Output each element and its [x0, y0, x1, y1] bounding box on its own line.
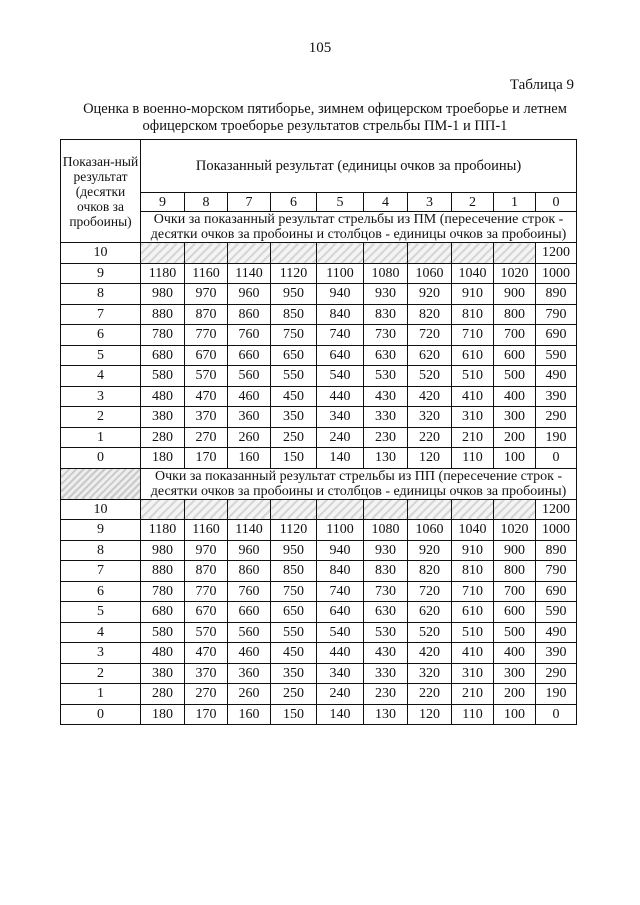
- score-cell: 270: [185, 684, 228, 705]
- score-cell: 380: [141, 663, 185, 684]
- score-cell: 1140: [228, 263, 271, 284]
- score-cell: 980: [141, 284, 185, 305]
- score-cell: 740: [317, 325, 364, 346]
- score-cell: 600: [494, 345, 536, 366]
- score-cell: 350: [271, 407, 317, 428]
- score-cell: 1160: [185, 520, 228, 541]
- tens-cell: 0: [61, 448, 141, 469]
- score-cell: 220: [408, 427, 452, 448]
- score-cell: 170: [185, 448, 228, 469]
- score-cell: 1180: [141, 520, 185, 541]
- header-digit-cell: 9: [141, 193, 185, 212]
- score-cell: 640: [317, 345, 364, 366]
- score-cell: 210: [452, 684, 494, 705]
- table-row: [61, 540, 577, 561]
- score-cell: 720: [408, 581, 452, 602]
- score-cell: 210: [452, 427, 494, 448]
- score-cell: 570: [185, 366, 228, 387]
- score-cell: 620: [408, 345, 452, 366]
- score-cell: 380: [141, 407, 185, 428]
- score-cell: 420: [408, 643, 452, 664]
- score-cell: 100: [494, 448, 536, 469]
- score-cell: 690: [536, 581, 577, 602]
- header-main: Показанный результат (единицы очков за пробоины): [141, 140, 577, 193]
- header-digit-cell: 8: [185, 193, 228, 212]
- score-cell: 770: [185, 325, 228, 346]
- tens-cell: 0: [61, 704, 141, 725]
- score-cell: 1040: [452, 520, 494, 541]
- score-cell: 110: [452, 704, 494, 725]
- score-cell: 850: [271, 561, 317, 582]
- score-cell: 140: [317, 448, 364, 469]
- hatched-cell: [228, 243, 271, 264]
- score-cell: 840: [317, 561, 364, 582]
- score-cell: 340: [317, 663, 364, 684]
- score-cell: 940: [317, 540, 364, 561]
- tens-cell: 6: [61, 581, 141, 602]
- score-cell: 1160: [185, 263, 228, 284]
- table-row: [61, 622, 577, 643]
- hatched-cell: [61, 468, 141, 499]
- table-row: [61, 663, 577, 684]
- score-cell: 280: [141, 684, 185, 705]
- score-cell: 250: [271, 427, 317, 448]
- score-cell: 700: [494, 581, 536, 602]
- hatched-cell: [141, 243, 185, 264]
- score-cell: 680: [141, 345, 185, 366]
- header-digit-cell: 6: [271, 193, 317, 212]
- score-cell: 630: [364, 602, 408, 623]
- score-cell: 580: [141, 622, 185, 643]
- score-cell: 950: [271, 540, 317, 561]
- score-cell: 970: [185, 540, 228, 561]
- score-cell: 1080: [364, 263, 408, 284]
- score-cell: 740: [317, 581, 364, 602]
- score-cell: 570: [185, 622, 228, 643]
- score-cell: 410: [452, 643, 494, 664]
- hatched-cell: [317, 499, 364, 520]
- score-cell: 500: [494, 366, 536, 387]
- score-cell: 890: [536, 284, 577, 305]
- score-cell: 1060: [408, 263, 452, 284]
- score-cell: 1060: [408, 520, 452, 541]
- score-cell: 530: [364, 366, 408, 387]
- score-cell: 1000: [536, 520, 577, 541]
- score-cell: 1100: [317, 520, 364, 541]
- score-cell: 810: [452, 561, 494, 582]
- table-row: [61, 561, 577, 582]
- score-cell: 0: [536, 704, 577, 725]
- score-cell: 730: [364, 581, 408, 602]
- hatched-cell: [364, 243, 408, 264]
- score-cell: 1120: [271, 520, 317, 541]
- table-row: [61, 386, 577, 407]
- score-cell: 900: [494, 284, 536, 305]
- score-cell: 820: [408, 561, 452, 582]
- hatched-cell: [271, 243, 317, 264]
- score-cell: 710: [452, 581, 494, 602]
- score-cell: 920: [408, 284, 452, 305]
- score-cell: 100: [494, 704, 536, 725]
- table-row: [61, 284, 577, 305]
- score-cell: 230: [364, 684, 408, 705]
- scoring-table: [60, 139, 577, 725]
- score-cell: 560: [228, 622, 271, 643]
- score-cell: 450: [271, 643, 317, 664]
- tens-cell: 5: [61, 345, 141, 366]
- header-digit-cell: 4: [364, 193, 408, 212]
- hatched-cell: [408, 243, 452, 264]
- score-cell: 460: [228, 643, 271, 664]
- score-cell: 370: [185, 663, 228, 684]
- score-cell: 590: [536, 345, 577, 366]
- score-cell: 1180: [141, 263, 185, 284]
- score-cell: 760: [228, 581, 271, 602]
- score-cell: 470: [185, 386, 228, 407]
- tens-cell: 4: [61, 366, 141, 387]
- score-cell: 650: [271, 345, 317, 366]
- hatched-cell: [364, 499, 408, 520]
- hatched-cell: [494, 243, 536, 264]
- table-caption: [40, 101, 610, 135]
- score-cell: 960: [228, 284, 271, 305]
- score-cell: 780: [141, 581, 185, 602]
- score-cell: 650: [271, 602, 317, 623]
- score-cell: 870: [185, 561, 228, 582]
- score-cell: 220: [408, 684, 452, 705]
- table-row: [61, 263, 577, 284]
- score-cell: 720: [408, 325, 452, 346]
- hatched-cell: [452, 499, 494, 520]
- score-cell: 290: [536, 663, 577, 684]
- header-digit-cell: 2: [452, 193, 494, 212]
- tens-cell: 5: [61, 602, 141, 623]
- score-cell: 190: [536, 427, 577, 448]
- score-cell: 800: [494, 304, 536, 325]
- table-label: Таблица 9: [509, 77, 574, 93]
- score-cell: 290: [536, 407, 577, 428]
- section-title: Очки за показанный результат стрельбы из ПП (пересечение строк - десятки очков за пробоины и столбцов - единицы очков за пробоины): [141, 468, 577, 499]
- score-cell: 600: [494, 602, 536, 623]
- score-cell: 390: [536, 643, 577, 664]
- score-cell: 430: [364, 643, 408, 664]
- score-cell: 610: [452, 602, 494, 623]
- score-cell: 530: [364, 622, 408, 643]
- score-cell: 660: [228, 602, 271, 623]
- score-cell: 470: [185, 643, 228, 664]
- score-cell: 480: [141, 386, 185, 407]
- table-row: [61, 581, 577, 602]
- score-cell: 400: [494, 386, 536, 407]
- score-cell: 680: [141, 602, 185, 623]
- hatched-cell: [185, 499, 228, 520]
- score-cell: 410: [452, 386, 494, 407]
- score-cell: 430: [364, 386, 408, 407]
- score-cell: 930: [364, 540, 408, 561]
- score-cell: 690: [536, 325, 577, 346]
- score-cell: 780: [141, 325, 185, 346]
- score-cell: 540: [317, 622, 364, 643]
- table-row: [61, 520, 577, 541]
- score-cell: 170: [185, 704, 228, 725]
- score-cell: 660: [228, 345, 271, 366]
- tens-cell: 3: [61, 643, 141, 664]
- score-cell: 980: [141, 540, 185, 561]
- score-cell: 110: [452, 448, 494, 469]
- header-digit-cell: 5: [317, 193, 364, 212]
- score-cell: 750: [271, 325, 317, 346]
- score-cell: 300: [494, 407, 536, 428]
- score-cell: 760: [228, 325, 271, 346]
- score-cell: 700: [494, 325, 536, 346]
- score-cell: 310: [452, 407, 494, 428]
- score-cell: 260: [228, 427, 271, 448]
- score-cell: 770: [185, 581, 228, 602]
- header-digit-cell: 1: [494, 193, 536, 212]
- score-cell: 1040: [452, 263, 494, 284]
- score-cell: 590: [536, 602, 577, 623]
- header-digit-cell: 7: [228, 193, 271, 212]
- table-row: [61, 684, 577, 705]
- score-cell: 320: [408, 407, 452, 428]
- score-cell: 790: [536, 561, 577, 582]
- score-cell: 440: [317, 643, 364, 664]
- score-cell: 300: [494, 663, 536, 684]
- score-cell: 670: [185, 345, 228, 366]
- score-cell: 910: [452, 284, 494, 305]
- table-row: [61, 366, 577, 387]
- hatched-cell: [228, 499, 271, 520]
- score-cell: 240: [317, 684, 364, 705]
- score-cell: 620: [408, 602, 452, 623]
- table-row: [61, 304, 577, 325]
- score-cell: 920: [408, 540, 452, 561]
- tens-cell: 2: [61, 663, 141, 684]
- tens-cell: 4: [61, 622, 141, 643]
- score-cell: 460: [228, 386, 271, 407]
- tens-cell: 7: [61, 304, 141, 325]
- score-cell: 360: [228, 663, 271, 684]
- score-cell: 880: [141, 561, 185, 582]
- tens-cell: 6: [61, 325, 141, 346]
- score-cell: 420: [408, 386, 452, 407]
- score-cell: 150: [271, 704, 317, 725]
- hatched-cell: [408, 499, 452, 520]
- tens-cell: 2: [61, 407, 141, 428]
- score-cell: 860: [228, 304, 271, 325]
- table-row: [61, 325, 577, 346]
- table-row: [61, 407, 577, 428]
- tens-cell: 10: [61, 243, 141, 264]
- score-cell: 350: [271, 663, 317, 684]
- score-cell: 240: [317, 427, 364, 448]
- score-cell: 160: [228, 448, 271, 469]
- score-cell: 330: [364, 663, 408, 684]
- score-cell: 200: [494, 427, 536, 448]
- score-cell: 790: [536, 304, 577, 325]
- header-left-column: Показан-ный результат (десятки очков за пробоины): [61, 140, 141, 243]
- score-cell: 820: [408, 304, 452, 325]
- score-cell: 540: [317, 366, 364, 387]
- score-cell: 630: [364, 345, 408, 366]
- score-cell: 490: [536, 622, 577, 643]
- score-cell: 1020: [494, 520, 536, 541]
- table-row: [61, 602, 577, 623]
- score-cell: 560: [228, 366, 271, 387]
- hatched-cell: [494, 499, 536, 520]
- tens-cell: 3: [61, 386, 141, 407]
- score-cell: 870: [185, 304, 228, 325]
- score-cell: 180: [141, 704, 185, 725]
- score-cell: 860: [228, 561, 271, 582]
- tens-cell: 9: [61, 263, 141, 284]
- score-cell: 270: [185, 427, 228, 448]
- section-title: Очки за показанный результат стрельбы из ПМ (пересечение строк - десятки очков за пробоины и столбцов - единицы очков за пробоины): [141, 212, 577, 243]
- score-cell: 490: [536, 366, 577, 387]
- page-number: 105: [308, 40, 332, 56]
- score-cell: 140: [317, 704, 364, 725]
- score-cell: 960: [228, 540, 271, 561]
- section-title-row: [61, 468, 577, 499]
- score-cell: 940: [317, 284, 364, 305]
- score-cell: 810: [452, 304, 494, 325]
- score-cell: 750: [271, 581, 317, 602]
- table-row: [61, 345, 577, 366]
- score-cell: 1020: [494, 263, 536, 284]
- score-cell: 390: [536, 386, 577, 407]
- score-cell: 510: [452, 622, 494, 643]
- score-cell: 450: [271, 386, 317, 407]
- score-cell: 710: [452, 325, 494, 346]
- tens-cell: 1: [61, 684, 141, 705]
- score-cell: 550: [271, 366, 317, 387]
- score-cell: 130: [364, 704, 408, 725]
- hatched-cell: [141, 499, 185, 520]
- score-cell: 1200: [536, 243, 577, 264]
- table-row: [61, 643, 577, 664]
- score-cell: 550: [271, 622, 317, 643]
- score-cell: 250: [271, 684, 317, 705]
- tens-cell: 9: [61, 520, 141, 541]
- score-cell: 260: [228, 684, 271, 705]
- score-cell: 910: [452, 540, 494, 561]
- score-cell: 330: [364, 407, 408, 428]
- score-cell: 0: [536, 448, 577, 469]
- score-cell: 120: [408, 704, 452, 725]
- hatched-cell: [271, 499, 317, 520]
- score-cell: 1080: [364, 520, 408, 541]
- table-row: [61, 427, 577, 448]
- score-cell: 1120: [271, 263, 317, 284]
- caption-line: Оценка в военно-морском пятиборье, зимнем офицерском троеборье и летнем: [83, 101, 567, 117]
- score-cell: 400: [494, 643, 536, 664]
- score-cell: 310: [452, 663, 494, 684]
- score-cell: 120: [408, 448, 452, 469]
- score-cell: 480: [141, 643, 185, 664]
- score-cell: 370: [185, 407, 228, 428]
- score-cell: 900: [494, 540, 536, 561]
- score-cell: 200: [494, 684, 536, 705]
- score-cell: 280: [141, 427, 185, 448]
- score-cell: 1140: [228, 520, 271, 541]
- score-cell: 670: [185, 602, 228, 623]
- score-cell: 190: [536, 684, 577, 705]
- score-cell: 500: [494, 622, 536, 643]
- score-cell: 640: [317, 602, 364, 623]
- header-digit-cell: 3: [408, 193, 452, 212]
- table-row: [61, 499, 577, 520]
- tens-cell: 1: [61, 427, 141, 448]
- score-cell: 950: [271, 284, 317, 305]
- tens-cell: 10: [61, 499, 141, 520]
- score-cell: 160: [228, 704, 271, 725]
- score-cell: 360: [228, 407, 271, 428]
- score-cell: 510: [452, 366, 494, 387]
- score-cell: 230: [364, 427, 408, 448]
- score-cell: 180: [141, 448, 185, 469]
- hatched-cell: [317, 243, 364, 264]
- tens-cell: 8: [61, 540, 141, 561]
- table-row: [61, 448, 577, 469]
- caption-line: офицерском троеборье результатов стрельбы ПМ-1 и ПП-1: [142, 118, 508, 134]
- hatched-cell: [185, 243, 228, 264]
- score-cell: 440: [317, 386, 364, 407]
- score-cell: 890: [536, 540, 577, 561]
- score-cell: 520: [408, 366, 452, 387]
- score-cell: 150: [271, 448, 317, 469]
- score-cell: 1100: [317, 263, 364, 284]
- score-cell: 880: [141, 304, 185, 325]
- score-cell: 800: [494, 561, 536, 582]
- score-cell: 1000: [536, 263, 577, 284]
- score-cell: 520: [408, 622, 452, 643]
- score-cell: 130: [364, 448, 408, 469]
- score-cell: 930: [364, 284, 408, 305]
- score-cell: 340: [317, 407, 364, 428]
- score-cell: 970: [185, 284, 228, 305]
- table-row: [61, 704, 577, 725]
- score-cell: 830: [364, 561, 408, 582]
- score-cell: 840: [317, 304, 364, 325]
- header-digit-cell: 0: [536, 193, 577, 212]
- hatched-cell: [452, 243, 494, 264]
- score-cell: 850: [271, 304, 317, 325]
- score-cell: 730: [364, 325, 408, 346]
- tens-cell: 8: [61, 284, 141, 305]
- score-cell: 580: [141, 366, 185, 387]
- score-cell: 830: [364, 304, 408, 325]
- score-cell: 610: [452, 345, 494, 366]
- tens-cell: 7: [61, 561, 141, 582]
- table-row: [61, 243, 577, 264]
- score-cell: 320: [408, 663, 452, 684]
- score-cell: 1200: [536, 499, 577, 520]
